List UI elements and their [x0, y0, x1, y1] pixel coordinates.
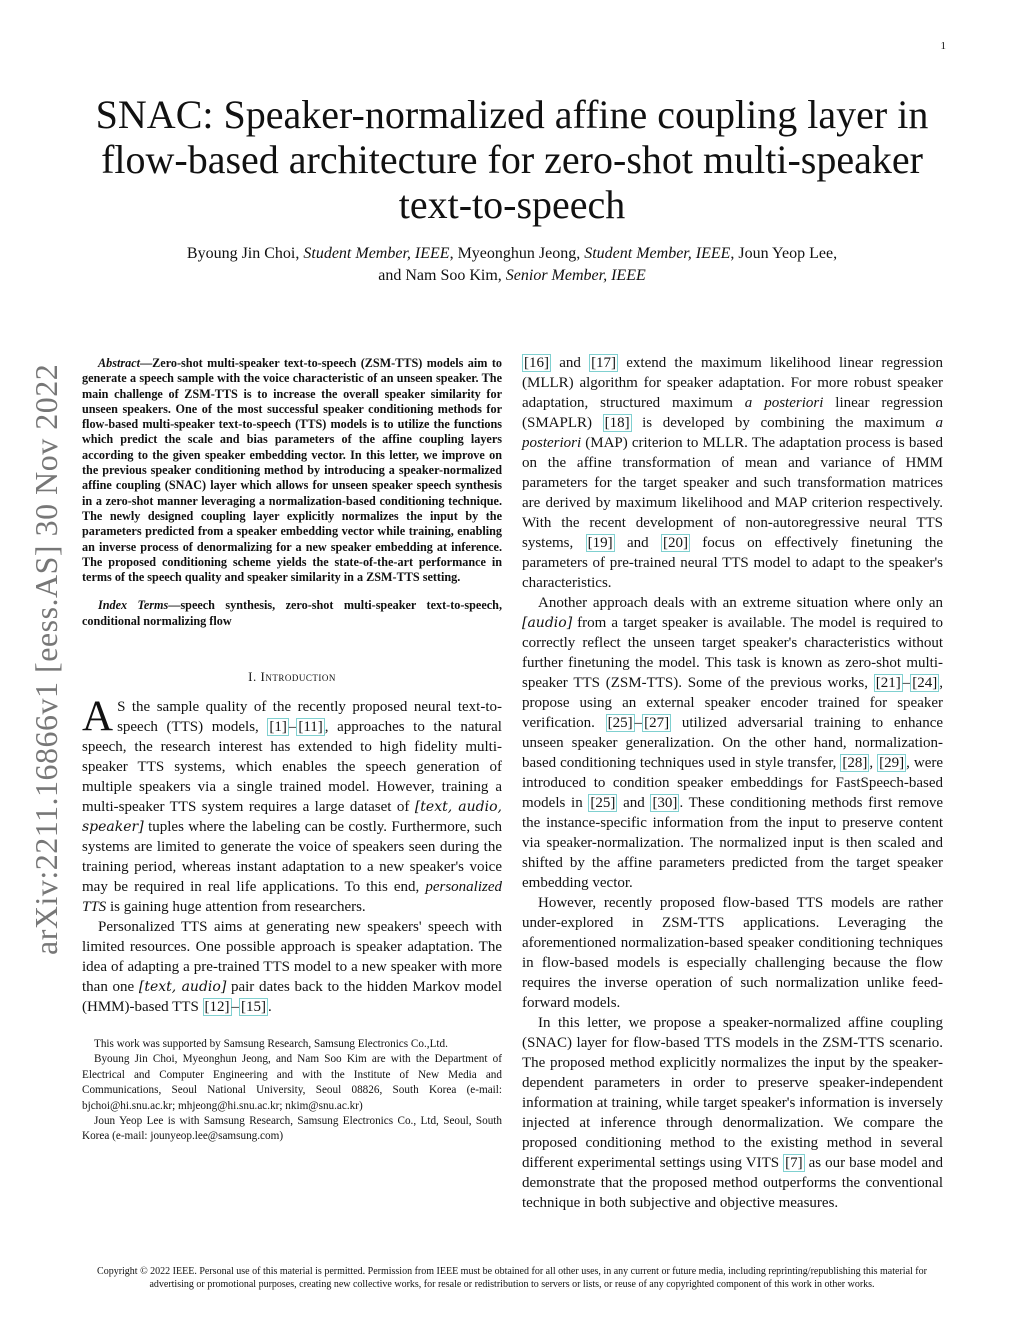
abstract-text: —Zero-shot multi-speaker text-to-speech (ZSM-TTS) models aim to generate a speech sample with the voice characteristic of an unseen speaker. The main challenge of ZSM-TTS is to increase the overall speaker similarity for unseen speakers. One of the most successful speaker conditioning methods for flow-based multi-speaker text-to-speech (TTS) models is to utilize the functions which predict the scale and bias parameters of the affine coupling layers according to the given speaker embedding vector. In this letter, we improve on the previous speaker conditioning method by introducing a speaker-normalized affine coupling (SNAC) layer which allows for unseen speaker speech synthesis in a zero-shot manner leveraging a normalization-based conditioning technique. The newly designed coupling layer explicitly normalizes the input by the parameters predicted from a speaker embedding vector while training, enabling an inverse process of denormalizing for a new speaker embedding at inference. The proposed conditioning scheme yields the state-of-the-art performance in terms of the speech quality and speaker similarity in a ZSM-TTS setting.: [82, 356, 502, 585]
citation-link[interactable]: [18]: [604, 415, 630, 431]
index-terms-label: Index Terms: [98, 598, 169, 613]
copyright-notice: Copyright © 2022 IEEE. Personal use of this material is permitted. Permission from IEEE must be obtained for all other uses, in any current or future media, including reprinting/republishing this material for advertising or promotional purposes, creating new collective works, for resale or redistribution to servers or lists, or reuse of any copyrighted component of this work in other works.: [97, 1266, 927, 1290]
text-run: –: [288, 719, 297, 736]
citation-link[interactable]: [27]: [644, 715, 670, 731]
text-run: pair dates back to the hidden Markov model (HMM)-based TTS: [82, 979, 502, 1016]
citation-link[interactable]: [15]: [241, 999, 267, 1016]
text-run: , propose using an external speaker encoder trained for speaker verification.: [522, 675, 943, 731]
abstract: [82, 356, 502, 585]
index-terms-text: —speech synthesis, zero-shot multi-speaker text-to-speech, conditional normalizing flow: [82, 598, 502, 628]
text-run: is gaining huge attention from researchers.: [106, 899, 366, 916]
text-run: focus on effectively finetuning the parameters of pre-trained neural TTS model to adapt to the speaker's characteristics.: [522, 535, 943, 591]
author-role: Student Member, IEEE: [584, 245, 731, 262]
citation-link[interactable]: [12]: [204, 999, 230, 1016]
section-title: Introduction: [260, 669, 336, 685]
text-run: –: [902, 675, 911, 691]
citation-link[interactable]: [24]: [912, 675, 938, 691]
citation-link[interactable]: [28]: [842, 755, 868, 771]
footnote-affiliation: Byoung Jin Choi, Myeonghun Jeong, and Nam Soo Kim are with the Department of Electrical and Computer Engineering and with the Institute of New Media and Communications, Seoul National University, Seoul 08826, South Korea (e-mail: bjchoi@hi.snu.ac.kr; mhjeong@hi.snu.ac.kr; nkim@snu.ac.kr): [82, 1053, 502, 1112]
author-name: , Joun Yeop Lee,: [730, 245, 838, 262]
paragraph-contribution: [522, 1013, 943, 1213]
paragraph-flow-based: However, recently proposed flow-based TTS models are rather under-explored in ZSM-TTS applications. Leveraging the aforementioned normalization-based speaker conditioning techniques in flow-based models is especially challenging because the flow requires the inverse operation of such normalization unlike feed-forward models.: [522, 895, 943, 1011]
paragraph-zero-shot: [522, 593, 943, 893]
drop-cap-letter: A: [82, 693, 114, 741]
emphasis-text: a posteriori: [522, 415, 943, 451]
index-terms: [82, 598, 502, 629]
text-run: utilized adversarial training to enhance unseen speaker generalization. On the other hand, normalization-based conditioning techniques used in style transfer,: [522, 715, 944, 771]
citation-link[interactable]: [20]: [662, 535, 688, 551]
citation-link[interactable]: [25]: [607, 715, 633, 731]
math-expression: [text, audio]: [138, 979, 227, 996]
section-heading-introduction: [82, 669, 502, 685]
citation-link[interactable]: [7]: [785, 1155, 803, 1171]
citation-link[interactable]: [30]: [652, 795, 678, 811]
math-expression: [text, audio, speaker]: [82, 799, 502, 836]
emphasis-text: a posteriori: [744, 395, 824, 411]
footnote-affiliation: Joun Yeop Lee is with Samsung Research, Samsung Electronics Co., Ltd, Seoul, South Korea (e-mail: jounyeop.lee@samsung.com): [82, 1115, 502, 1143]
text-run: –: [231, 999, 240, 1016]
text-run: S the sample quality of the recently proposed neural text-to-speech (TTS) models,: [117, 699, 502, 736]
citation-link[interactable]: [29]: [879, 755, 905, 771]
author-name: , Myeonghun Jeong,: [449, 245, 581, 262]
text-run: Another approach deals with an extreme situation where only an: [538, 595, 943, 611]
intro-paragraph-1: [82, 693, 502, 917]
text-run: In this letter, we propose a speaker-normalized affine coupling (SNAC) layer for flow-based TTS models in the ZSM-TTS scenario. The proposed method explicitly normalizes the input by the speaker-dependent parameters in order to preserve speaker-independent information at training, while target speaker's information is inversely injected at inference through denormalization. We compare the proposed conditioning method to the existing method in several different experimental settings using VITS: [522, 1015, 943, 1171]
abstract-label: Abstract: [98, 356, 140, 370]
text-run: .: [268, 999, 272, 1016]
text-run: as our base model and demonstrate that the proposed method outperforms the conventional technique in both subjective and objective measures.: [522, 1155, 944, 1211]
right-column: [522, 353, 943, 1213]
text-run: and: [551, 355, 590, 371]
text-run: linear regression (SMAPLR): [522, 395, 943, 431]
citation-link[interactable]: [25]: [590, 795, 616, 811]
citation-link[interactable]: [21]: [875, 675, 901, 691]
citation-link[interactable]: [1]: [269, 719, 287, 736]
author-role: Senior Member, IEEE: [505, 266, 646, 284]
text-run: –: [634, 715, 643, 731]
text-run: . These conditioning methods first remove the instance-specific information from the input to preserve content via speaker-normalization. The normalized input is then scaled and shifted by the affine parameters predicted from the target speaker embedding vector.: [522, 795, 943, 891]
citation-link[interactable]: [17]: [591, 355, 617, 371]
emphasis-text: personalized TTS: [82, 879, 502, 916]
section-number: I.: [248, 669, 257, 685]
author-name: and Nam Soo Kim,: [378, 266, 502, 284]
page-number: 1: [940, 40, 946, 52]
citation-link[interactable]: [19]: [587, 535, 613, 551]
text-run: , were introduced to condition speaker embeddings for FastSpeech-based models in: [522, 755, 944, 811]
paragraph-speaker-adaptation: [522, 353, 943, 593]
author-list: [70, 243, 954, 286]
author-role: Student Member, IEEE: [303, 245, 450, 262]
text-run: Personalized TTS aims at generating new speakers' speech with limited resources. One possible approach is speaker adaptation. The idea of adapting a pre-trained TTS model to a new speaker with more than one: [82, 919, 502, 996]
math-expression: [audio]: [522, 615, 573, 631]
text-run: extend the maximum likelihood linear regression (MLLR) algorithm for speaker adaptation. For more robust speaker adaptation, structured maximum: [522, 355, 943, 411]
paper-title: SNAC: Speaker-normalized affine coupling layer in flow-based architecture for zero-shot multi-speaker text-to-speech: [95, 92, 929, 227]
text-run: and: [617, 795, 651, 811]
citation-link[interactable]: [16]: [524, 355, 549, 371]
text-run: and: [614, 535, 661, 551]
footnote-funding: This work was supported by Samsung Research, Samsung Electronics Co.,Ltd.: [94, 1038, 448, 1051]
author-name: Byoung Jin Choi,: [186, 245, 300, 262]
text-run: is developed by combining the maximum: [631, 415, 936, 431]
left-column: [82, 356, 502, 1145]
text-run: tuples where the labeling can be costly. Furthermore, such systems are limited to generate the voice of speakers seen during the training period, whereas instant adaptation to a new speaker's voice may be required in real life applications. To this end,: [82, 819, 502, 896]
arxiv-identifier-stamp: arXiv:2211.16866v1 [eess.AS] 30 Nov 2022: [28, 363, 64, 955]
text-run: ,: [869, 755, 878, 771]
intro-paragraph-2: [82, 917, 502, 1017]
citation-link[interactable]: [11]: [298, 719, 323, 736]
text-run: from a target speaker is available. The model is required to correctly reflect the unseen target speaker's characteristics without further finetuning the model. This task is known as zero-shot multi-speaker TTS (ZSM-TTS). Some of the previous works,: [522, 615, 943, 691]
text-run: , approaches to the natural speech, the research interest has extended to high fidelity multi-speaker TTS systems, which enables the speech generation of multiple speakers via a single trained model. However, training a multi-speaker TTS system requires a large dataset of: [82, 719, 502, 816]
footnotes: [82, 1037, 502, 1145]
text-run: (MAP) criterion to MLLR. The adaptation process is based on the affine transformation of mean and variance of HMM parameters for the target speaker and such transformation matrices are derived by maximum likelihood and MAP criterion respectively. With the recent development of non-autoregressive neural TTS systems,: [522, 435, 943, 551]
